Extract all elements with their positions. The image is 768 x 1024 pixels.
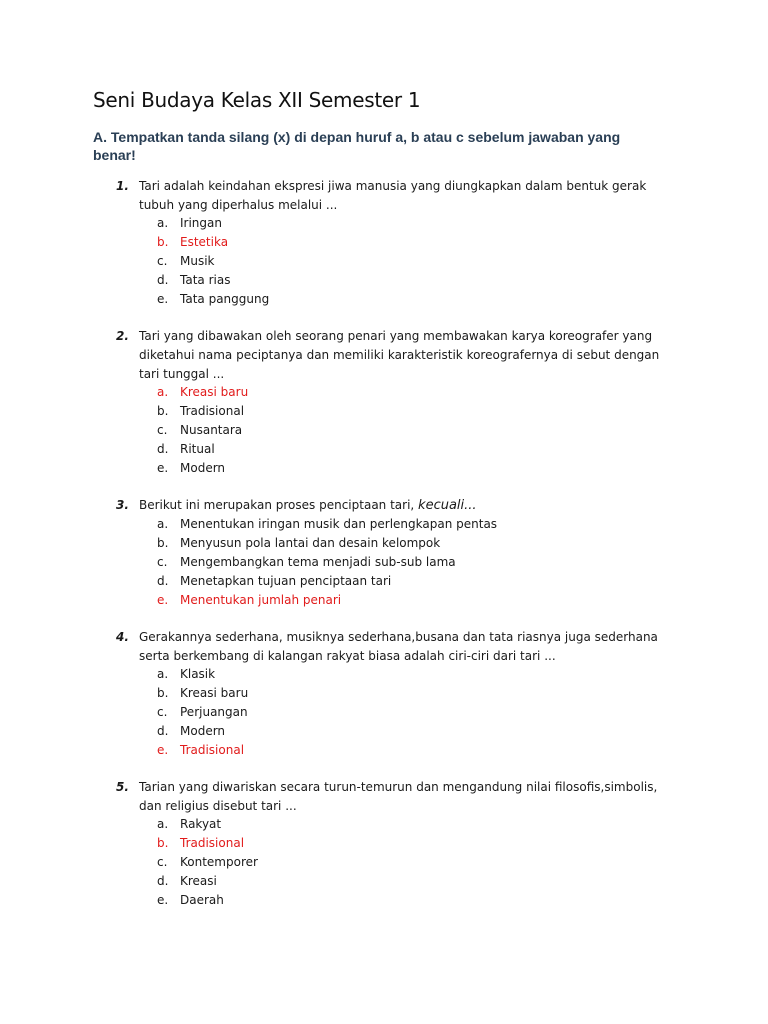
option-label: Menentukan iringan musik dan perlengkapan pentas — [180, 517, 498, 531]
option-d — [0, 572, 768, 591]
option-b — [0, 402, 768, 421]
option-label: Menyusun pola lantai dan desain kelompok — [180, 536, 441, 550]
option-label: Tradisional — [180, 404, 245, 418]
question-number: 2. — [116, 329, 129, 343]
document-title: Seni Budaya Kelas XII Semester 1 — [93, 88, 421, 112]
option-label: Iringan — [180, 216, 222, 230]
option-c — [0, 853, 768, 872]
option-label: Musik — [180, 254, 215, 268]
question-text: Gerakannya sederhana, musiknya sederhana,busana dan tata riasnya juga sederhana serta berkembang di kalangan rakyat biasa adalah ciri-ciri dari tari ... — [139, 630, 658, 663]
option-letter: d. — [157, 574, 169, 588]
option-label: Tata panggung — [180, 292, 270, 306]
option-letter: d. — [157, 273, 169, 287]
option-letter: e. — [157, 292, 169, 306]
option-label: Tata rias — [180, 273, 231, 287]
option-label: Kontemporer — [180, 855, 258, 869]
option-c — [0, 553, 768, 572]
question-text: Tari adalah keindahan ekspresi jiwa manusia yang diungkapkan dalam bentuk gerak tubuh yang diperhalus melalui ... — [139, 179, 647, 212]
option-letter: c. — [157, 423, 168, 437]
question-number: 4. — [116, 630, 129, 644]
option-d — [0, 440, 768, 459]
option-label: Menetapkan tujuan penciptaan tari — [180, 574, 392, 588]
option-letter: b. — [157, 404, 169, 418]
question-text — [139, 496, 667, 515]
option-label: Ritual — [180, 442, 215, 456]
instruction-text: A. Tempatkan tanda silang (x) di depan huruf a, b atau c sebelum jawaban yang benar! — [93, 129, 621, 163]
option-letter: d. — [157, 724, 169, 738]
option-label: Kreasi baru — [180, 686, 249, 700]
option-label: Menentukan jumlah penari — [180, 593, 342, 607]
option-label: Klasik — [180, 667, 216, 681]
option-d — [0, 271, 768, 290]
option-a — [0, 214, 768, 233]
option-b — [0, 233, 768, 252]
option-letter: e. — [157, 893, 169, 907]
option-letter: b. — [157, 686, 169, 700]
option-label: Kreasi baru — [180, 385, 249, 399]
option-letter: a. — [157, 385, 169, 399]
option-label: Daerah — [180, 893, 224, 907]
option-label: Perjuangan — [180, 705, 248, 719]
option-letter: c. — [157, 705, 168, 719]
question-text: Tari yang dibawakan oleh seorang penari yang membawakan karya koreografer yang diketahui nama peciptanya dan memiliki karakteristik koreografernya di sebut dengan tari tunggal ... — [139, 329, 660, 381]
option-label: Estetika — [180, 235, 229, 249]
option-letter: b. — [157, 536, 169, 550]
option-a — [0, 383, 768, 402]
option-c — [0, 421, 768, 440]
option-label: Nusantara — [180, 423, 243, 437]
option-b — [0, 834, 768, 853]
option-label: Tradisional — [180, 836, 245, 850]
option-letter: b. — [157, 836, 169, 850]
option-e — [0, 891, 768, 910]
option-label: Rakyat — [180, 817, 222, 831]
option-c — [0, 703, 768, 722]
option-letter: d. — [157, 442, 169, 456]
option-e — [0, 591, 768, 610]
option-c — [0, 252, 768, 271]
option-d — [0, 722, 768, 741]
question-text-emphasis: kecuali... — [418, 498, 477, 513]
option-letter: c. — [157, 555, 168, 569]
option-e — [0, 741, 768, 760]
option-e — [0, 459, 768, 478]
option-d — [0, 872, 768, 891]
option-letter: a. — [157, 667, 169, 681]
option-label: Mengembangkan tema menjadi sub-sub lama — [180, 555, 456, 569]
option-b — [0, 534, 768, 553]
option-a — [0, 665, 768, 684]
option-label: Kreasi — [180, 874, 217, 888]
option-letter: a. — [157, 216, 169, 230]
option-letter: c. — [157, 254, 168, 268]
option-letter: b. — [157, 235, 169, 249]
question-text: Tarian yang diwariskan secara turun-temurun dan mengandung nilai filosofis,simbolis, dan religius disebut tari ... — [139, 780, 658, 813]
option-b — [0, 684, 768, 703]
option-label: Modern — [180, 724, 226, 738]
option-letter: e. — [157, 593, 169, 607]
option-a — [0, 815, 768, 834]
option-letter: d. — [157, 874, 169, 888]
option-e — [0, 290, 768, 309]
option-letter: a. — [157, 517, 169, 531]
option-letter: e. — [157, 743, 169, 757]
option-a — [0, 515, 768, 534]
option-label: Modern — [180, 461, 226, 475]
question-number: 1. — [116, 179, 129, 193]
question-text-main: Berikut ini merupakan proses penciptaan tari, — [139, 498, 419, 512]
option-letter: e. — [157, 461, 169, 475]
option-letter: a. — [157, 817, 169, 831]
question-number: 3. — [116, 498, 129, 512]
option-letter: c. — [157, 855, 168, 869]
option-label: Tradisional — [180, 743, 245, 757]
question-number: 5. — [116, 780, 129, 794]
